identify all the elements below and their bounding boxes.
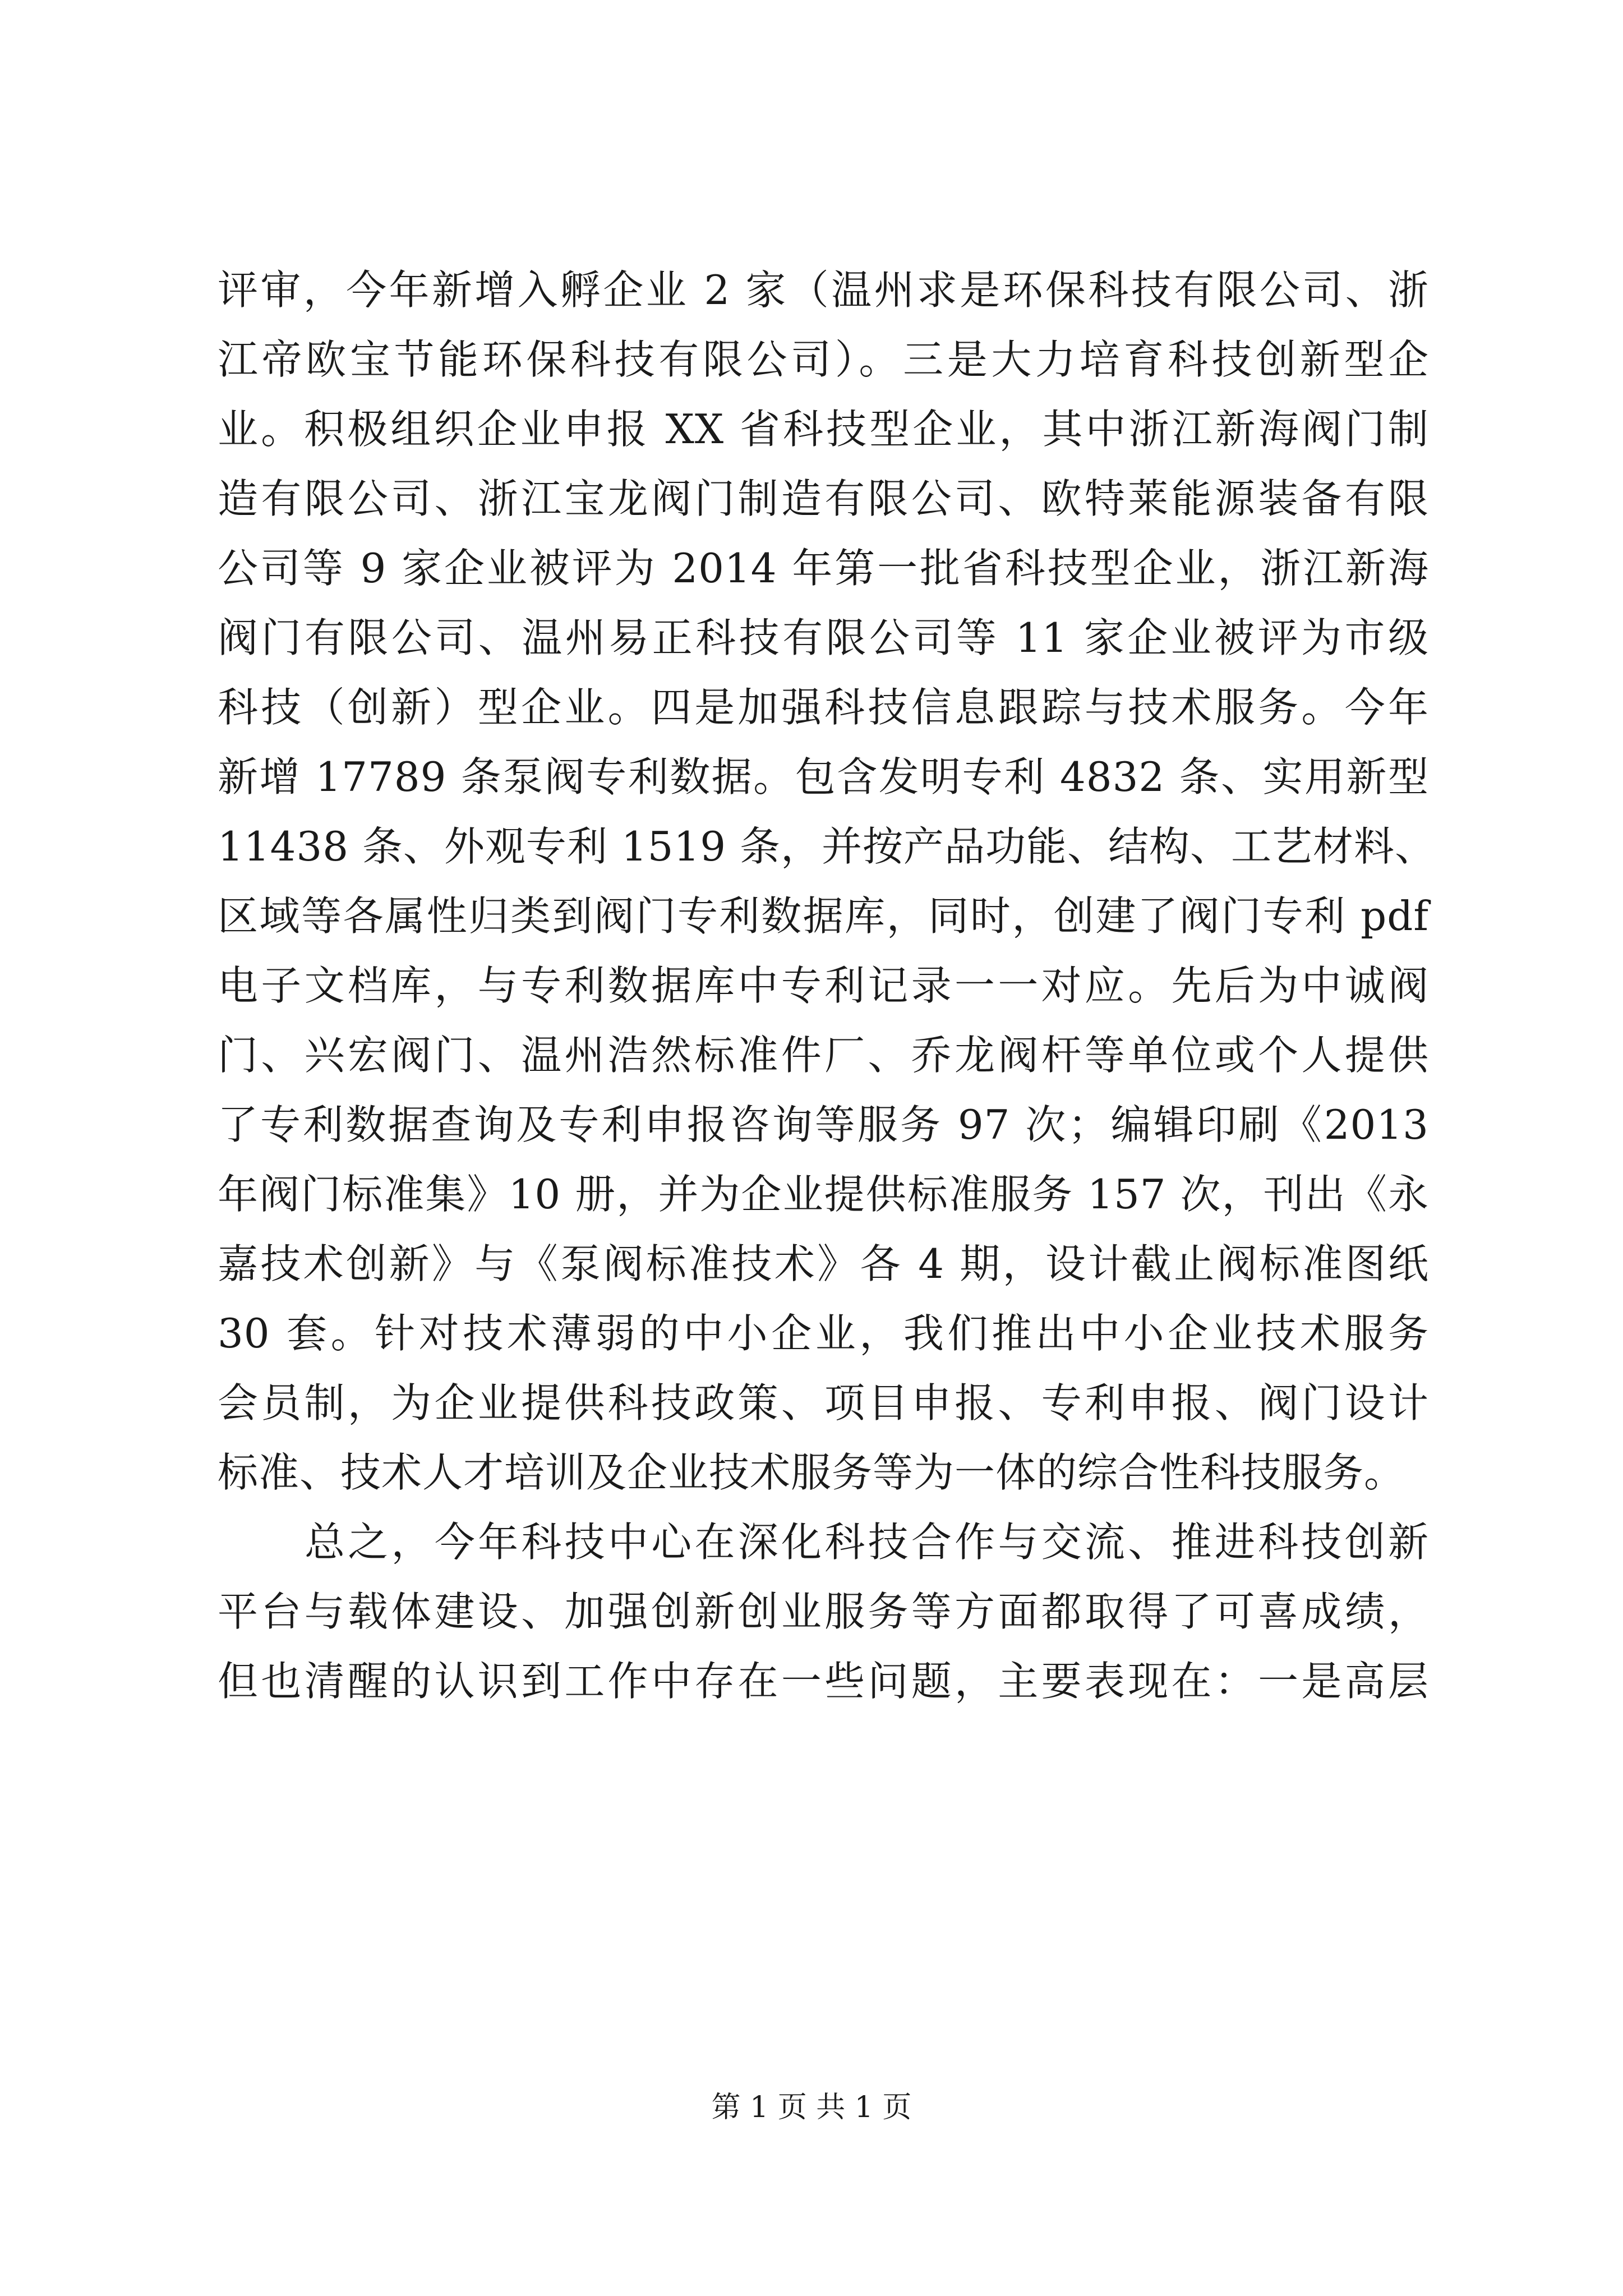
text-line: 但也清醒的认识到工作中存在一些问题，主要表现在：一是高层 <box>218 1658 1429 1705</box>
text-line: 11438 条、外观专利 1519 条，并按产品功能、结构、工艺材料、 <box>218 823 1436 870</box>
text-line: 评审，今年新增入孵企业 2 家（温州求是环保科技有限公司、浙 <box>218 266 1429 314</box>
text-line: 业。积极组织企业申报 XX 省科技型企业，其中浙江新海阀门制 <box>218 406 1429 453</box>
text-line: 造有限公司、浙江宝龙阀门制造有限公司、欧特莱能源装备有限 <box>218 475 1429 522</box>
text-line: 年阀门标准集》10 册，并为企业提供标准服务 157 次，刊出《永 <box>218 1171 1429 1218</box>
text-line: 公司等 9 家企业被评为 2014 年第一批省科技型企业，浙江新海 <box>218 545 1429 592</box>
body-text <box>218 255 1436 1716</box>
text-line: 标准、技术人才培训及企业技术服务等为一体的综合性科技服务。 <box>218 1449 1405 1496</box>
text-line: 江帝欧宝节能环保科技有限公司）。三是大力培育科技创新型企 <box>218 336 1429 383</box>
text-line: 科技（创新）型企业。四是加强科技信息跟踪与技术服务。今年 <box>218 684 1429 731</box>
paragraph-start-line: 总之，今年科技中心在深化科技合作与交流、推进科技创新 <box>305 1519 1429 1566</box>
text-line: 了专利数据查询及专利申报咨询等服务 97 次；编辑印刷《2013 <box>218 1101 1429 1148</box>
text-line: 30 套。针对技术薄弱的中小企业，我们推出中小企业技术服务 <box>218 1310 1429 1357</box>
text-line: 会员制，为企业提供科技政策、项目申报、专利申报、阀门设计 <box>218 1379 1429 1427</box>
page-footer: 第 1 页 共 1 页 <box>711 2091 912 2124</box>
text-line: 电子文档库，与专利数据库中专利记录一一对应。先后为中诚阀 <box>218 962 1429 1009</box>
text-line: 新增 17789 条泵阀专利数据。包含发明专利 4832 条、实用新型 <box>218 753 1429 800</box>
text-line: 阀门有限公司、温州易正科技有限公司等 11 家企业被评为市级 <box>218 614 1429 661</box>
text-line: 区域等各属性归类到阀门专利数据库，同时，创建了阀门专利 pdf <box>218 892 1429 940</box>
text-line: 门、兴宏阀门、温州浩然标准件厂、乔龙阀杆等单位或个人提供 <box>218 1032 1429 1079</box>
text-line: 平台与载体建设、加强创新创业服务等方面都取得了可喜成绩， <box>218 1588 1429 1635</box>
text-line: 嘉技术创新》与《泵阀标准技术》各 4 期，设计截止阀标准图纸 <box>218 1240 1429 1287</box>
